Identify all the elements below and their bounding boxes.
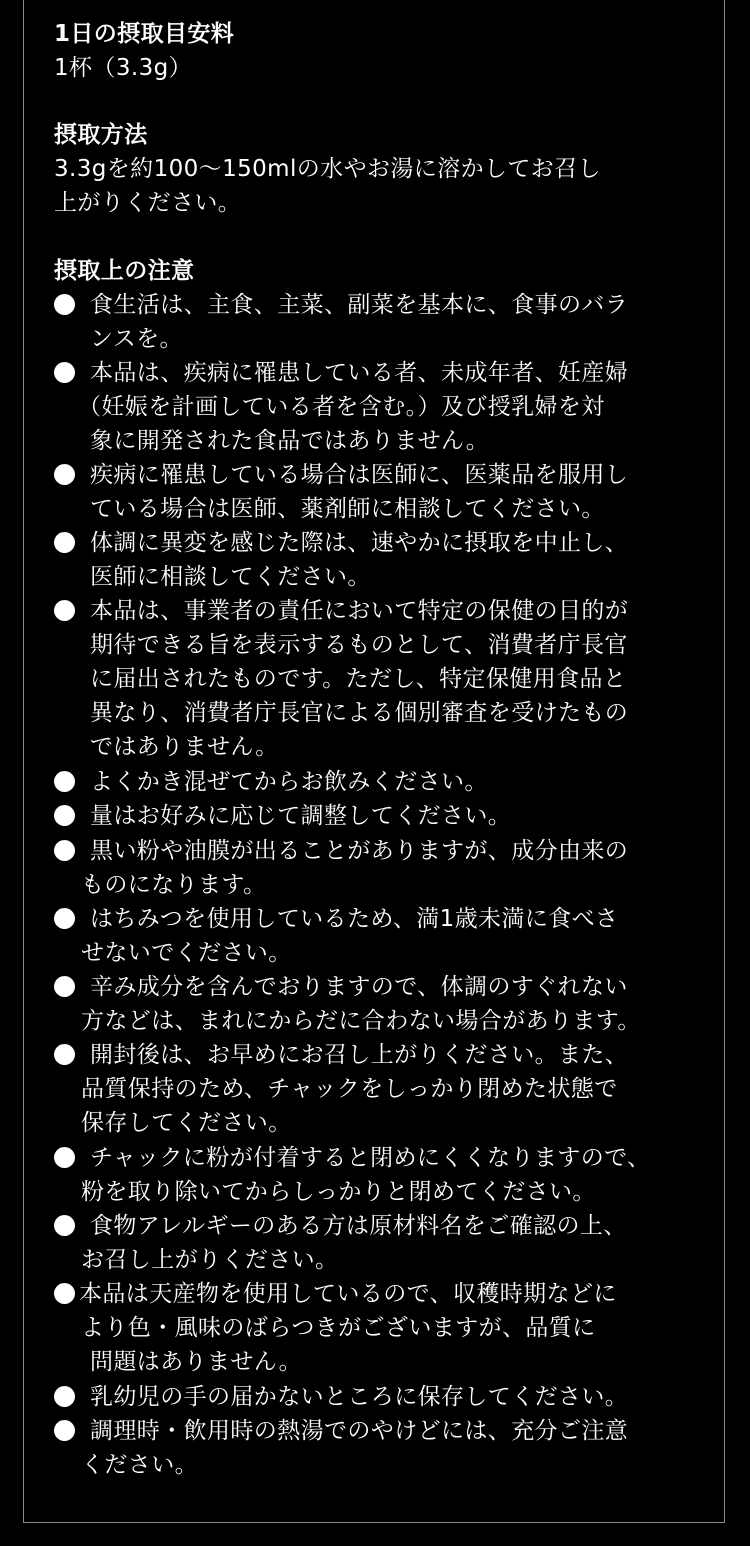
caution-item-line: 体調に異変を感じた際は、速やかに摂取を中止し、 xyxy=(90,530,629,556)
caution-item-line: 本品は、事業者の責任において特定の保健の目的が xyxy=(90,598,629,624)
bullet-icon xyxy=(54,362,75,383)
caution-item-line: 調理時・飲用時の熱湯でのやけどには、充分ご注意 xyxy=(90,1418,629,1444)
caution-item-line: 乳幼児の手の届かないところに保存してください。 xyxy=(90,1384,629,1410)
bullet-icon xyxy=(54,976,75,997)
caution-item-line: ものになります。 xyxy=(81,872,267,898)
caution-item-line: よくかき混ぜてからお飲みください。 xyxy=(90,769,488,795)
bullet-icon xyxy=(54,600,75,621)
bullet-icon xyxy=(54,1386,75,1407)
caution-item-line: より色・風味のばらつきがございますが、品質に xyxy=(81,1315,596,1341)
bullet-icon xyxy=(54,840,75,861)
caution-item-line: 食物アレルギーのある方は原材料名をご確認の上、 xyxy=(90,1213,627,1239)
bullet-icon xyxy=(54,294,75,315)
caution-item-line: に届出されたものです。ただし、特定保健用食品と xyxy=(90,666,627,692)
bullet-icon xyxy=(54,532,75,553)
caution-item-line: 異なり、消費者庁長官による個別審査を受けたもの xyxy=(90,700,629,726)
cautions-heading: 摂取上の注意 xyxy=(54,258,195,284)
caution-item-line: 本品は天産物を使用しているので、収穫時期などに xyxy=(79,1281,617,1307)
bullet-icon xyxy=(54,1283,75,1304)
caution-item-line: 粉を取り除いてからしっかりと閉めてください。 xyxy=(81,1179,596,1205)
caution-item-line: 保存してください。 xyxy=(81,1110,292,1136)
caution-item-line: 象に開発された食品ではありません。 xyxy=(90,428,490,454)
caution-item-line: 品質保持のため、チャックをしっかり閉めた状態で xyxy=(81,1076,618,1102)
bullet-icon xyxy=(54,464,75,485)
caution-item-line: 問題はありません。 xyxy=(90,1349,302,1375)
caution-item-line: 疾病に罹患している場合は医師に、医薬品を服用し xyxy=(90,462,629,488)
bullet-icon xyxy=(54,1420,75,1441)
caution-item-line: ではありません。 xyxy=(90,734,279,760)
method-heading: 摂取方法 xyxy=(54,122,148,148)
caution-item-line: ンスを。 xyxy=(90,326,183,352)
caution-item-line: せないでください。 xyxy=(81,940,292,966)
caution-item-line: ている場合は医師、薬剤師に相談してください。 xyxy=(90,496,605,522)
method-text-line: 3.3gを約100〜150mlの水やお湯に溶かしてお召し xyxy=(54,156,601,182)
caution-item-line: （妊娠を計画している者を含む。）及び授乳婦を対 xyxy=(78,394,605,420)
bullet-icon xyxy=(54,771,75,792)
caution-item-line: 方などは、まれにからだに合わない場合があります。 xyxy=(81,1008,641,1034)
caution-item-line: お召し上がりください。 xyxy=(81,1247,339,1273)
bullet-icon xyxy=(54,805,75,826)
bullet-icon xyxy=(54,1147,75,1168)
caution-item-line: チャックに粉が付着すると閉めにくくなりますので、 xyxy=(90,1145,651,1171)
bullet-icon xyxy=(54,1215,75,1236)
caution-item-line: 黒い粉や油膜が出ることがありますが、成分由来の xyxy=(90,838,629,864)
bullet-icon xyxy=(54,908,75,929)
caution-item-line: 開封後は、お早めにお召し上がりください。また、 xyxy=(90,1042,629,1068)
caution-item-line: 本品は、疾病に罹患している者、未成年者、妊産婦 xyxy=(90,360,629,386)
caution-item-line: 期待できる旨を表示するものとして、消費者庁長官 xyxy=(90,632,628,658)
caution-item-line: はちみつを使用しているため、満1歳未満に食べさ xyxy=(90,906,619,932)
bullet-icon xyxy=(54,1044,75,1065)
caution-item-line: 量はお好みに応じて調整してください。 xyxy=(90,803,512,829)
caution-item-line: ください。 xyxy=(81,1452,198,1478)
method-text-line: 上がりください。 xyxy=(54,190,242,216)
caution-item-line: 医師に相談してください。 xyxy=(90,564,371,590)
intake-value: 1杯（3.3g） xyxy=(54,55,193,81)
intake-heading: 1日の摂取目安料 xyxy=(54,21,235,47)
caution-item-line: 辛み成分を含んでおりますので、体調のすぐれない xyxy=(90,974,628,1000)
caution-item-line: 食生活は、主食、主菜、副菜を基本に、食事のバラ xyxy=(90,292,629,318)
